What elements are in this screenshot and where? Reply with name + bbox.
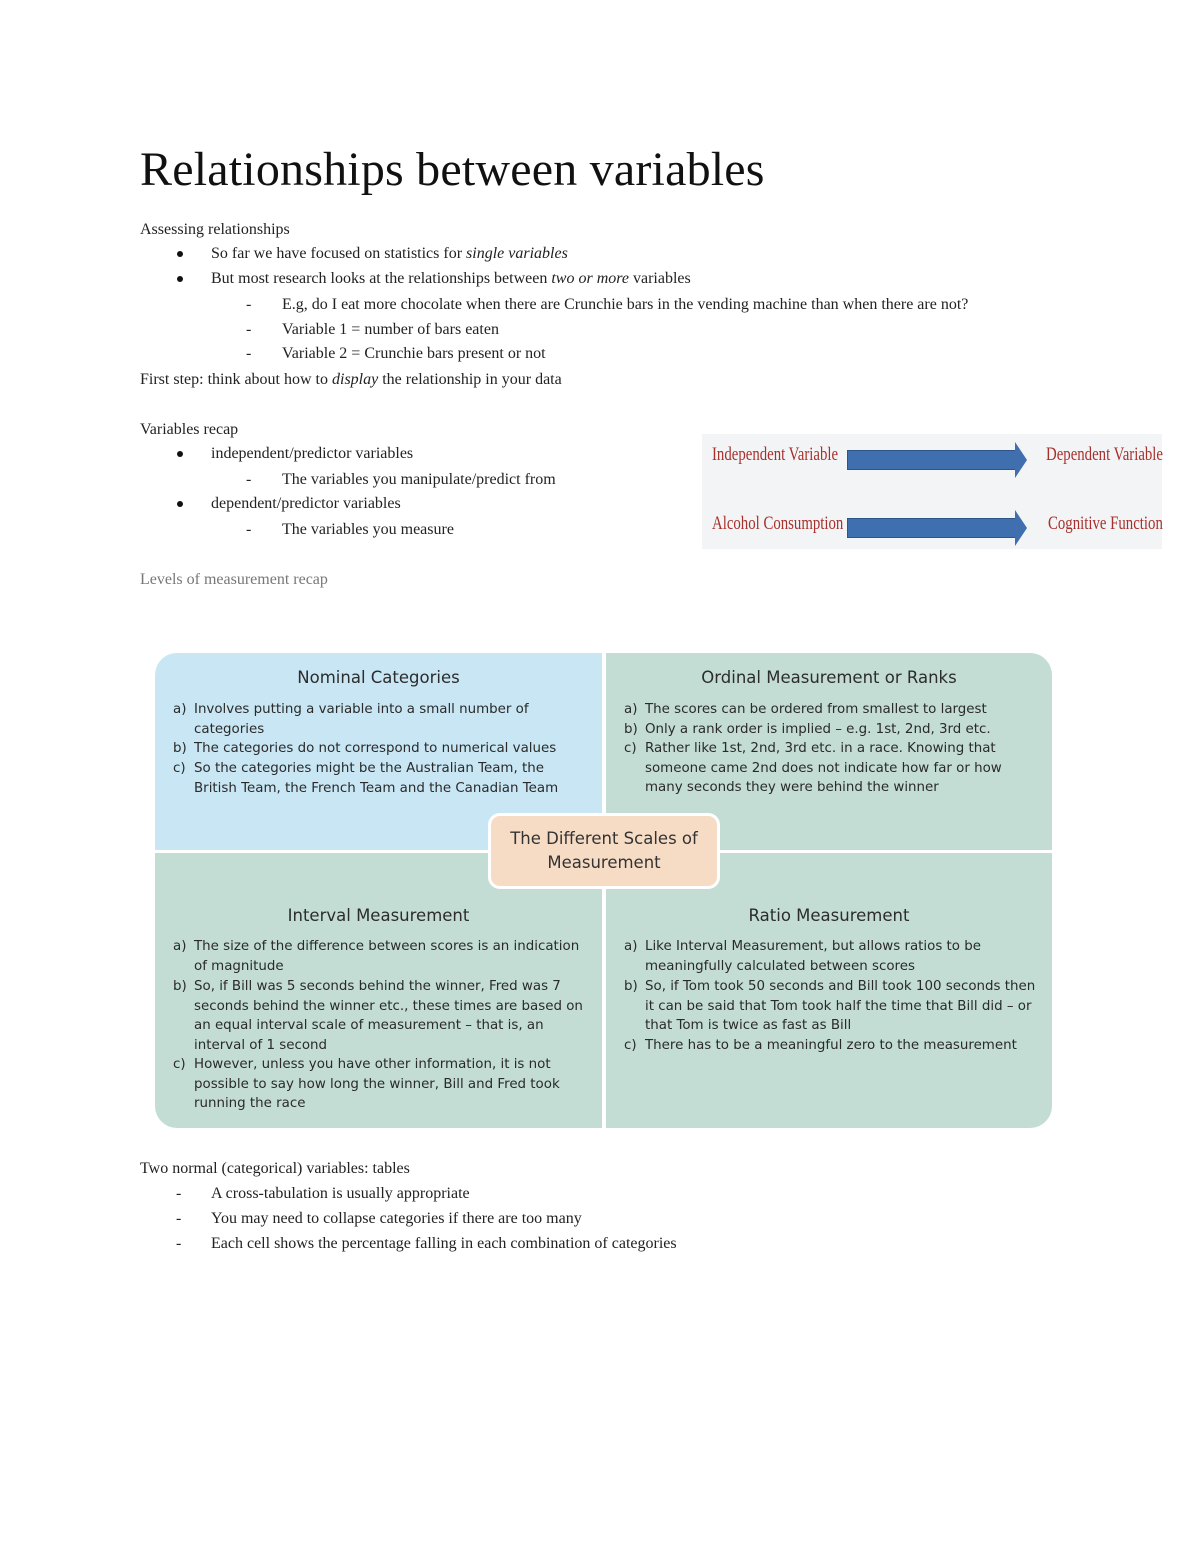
bullet-icon	[177, 251, 183, 257]
dash-icon: -	[246, 321, 252, 338]
sub-bullet-variable-1: Variable 1 = number of bars eaten	[282, 321, 499, 338]
bullet-two-or-more: But most research looks at the relationships between two or more variables	[211, 270, 691, 287]
nominal-item-c: c) So the categories might be the Australian Team, the British Team, the French Team and the Canadian Team	[173, 761, 559, 796]
interval-item-b: b) So, if Bill was 5 seconds behind the winner, Fred was 7 seconds behind the winner etc., these times are based on an equal interval scale of measurement – that is, an interval of 1 second	[173, 979, 583, 1053]
tables-item-cell-percentage: Each cell shows the percentage falling in each combination of categories	[211, 1235, 677, 1252]
interval-title: Interval Measurement	[287, 906, 470, 925]
tables-item-cross-tabulation: A cross-tabulation is usually appropriate	[211, 1185, 470, 1202]
interval-quadrant	[155, 853, 602, 1128]
sub-bullet-example: E.g, do I eat more chocolate when there are Crunchie bars in the vending machine than when there are not?	[282, 296, 969, 313]
section-heading-assessing: Assessing relationships	[140, 221, 290, 238]
dash-icon: -	[246, 521, 252, 538]
interval-item-a: a) The size of the difference between scores is an indication of magnitude	[173, 939, 580, 974]
arrow-shaft	[847, 450, 1017, 470]
independent-variable-label: Independent Variable	[712, 444, 839, 465]
nominal-title: Nominal Categories	[297, 668, 460, 687]
page-title: Relationships between variables	[140, 143, 765, 196]
dash-icon: -	[246, 345, 252, 362]
bullet-dependent: dependent/predictor variables	[211, 495, 401, 512]
dash-icon: -	[246, 296, 252, 313]
section-heading-tables: Two normal (categorical) variables: tables	[140, 1160, 410, 1177]
ratio-item-c: c) There has to be a meaningful zero to the measurement	[624, 1038, 1017, 1053]
cognitive-function-label: Cognitive Function	[1048, 513, 1163, 534]
section-heading-variables-recap: Variables recap	[140, 421, 239, 438]
interval-item-c: c) However, unless you have other information, it is not possible to say how long the winner, Bill and Fred took running the race	[173, 1057, 560, 1112]
bullet-single-variables: So far we have focused on statistics for single variables	[211, 245, 568, 262]
ratio-quadrant	[606, 853, 1052, 1128]
dash-icon: -	[176, 1235, 182, 1252]
bullet-icon	[177, 501, 183, 507]
center-label-box: The Different Scales of Measurement	[488, 813, 720, 889]
ratio-item-a: a) Like Interval Measurement, but allows ratios to be meaningfully calculated between scores	[624, 939, 981, 974]
bullet-independent: independent/predictor variables	[211, 445, 414, 462]
scales-of-measurement-figure	[155, 653, 1052, 1128]
nominal-item-a: a) Involves putting a variable into a small number of categories	[173, 702, 529, 737]
ordinal-item-c: c) Rather like 1st, 2nd, 3rd etc. in a race. Knowing that someone came 2nd does not indicate how far or how many seconds they were behind the winner	[624, 741, 1002, 796]
ordinal-item-a: a) The scores can be ordered from smallest to largest	[624, 702, 987, 717]
ratio-title: Ratio Measurement	[748, 906, 910, 925]
sub-bullet-measure: The variables you measure	[282, 521, 454, 538]
ordinal-title: Ordinal Measurement or Ranks	[701, 668, 957, 687]
nominal-item-b: b) The categories do not correspond to numerical values	[173, 741, 557, 756]
arrow-right-icon	[1015, 510, 1027, 546]
arrow-shaft	[847, 518, 1017, 538]
dash-icon: -	[246, 471, 252, 488]
bullet-icon	[177, 451, 183, 457]
first-step-text: First step: think about how to display the relationship in your data	[140, 371, 562, 388]
sub-bullet-variable-2: Variable 2 = Crunchie bars present or not	[282, 345, 546, 362]
alcohol-consumption-label: Alcohol Consumption	[712, 513, 844, 534]
sub-bullet-manipulate: The variables you manipulate/predict from	[282, 471, 556, 488]
dash-icon: -	[176, 1185, 182, 1202]
tables-item-collapse: You may need to collapse categories if there are too many	[211, 1210, 582, 1227]
ratio-item-b: b) So, if Tom took 50 seconds and Bill took 100 seconds then it can be said that Tom took half the time that Bill did – or that Tom is twice as fast as Bill	[624, 979, 1036, 1034]
bullet-icon	[177, 276, 183, 282]
dash-icon: -	[176, 1210, 182, 1227]
arrow-right-icon	[1015, 442, 1027, 478]
section-heading-levels: Levels of measurement recap	[140, 571, 328, 588]
ordinal-item-b: b) Only a rank order is implied – e.g. 1st, 2nd, 3rd etc.	[624, 722, 991, 737]
dependent-variable-label: Dependent Variable	[1046, 444, 1164, 465]
variable-diagram	[702, 434, 1162, 549]
